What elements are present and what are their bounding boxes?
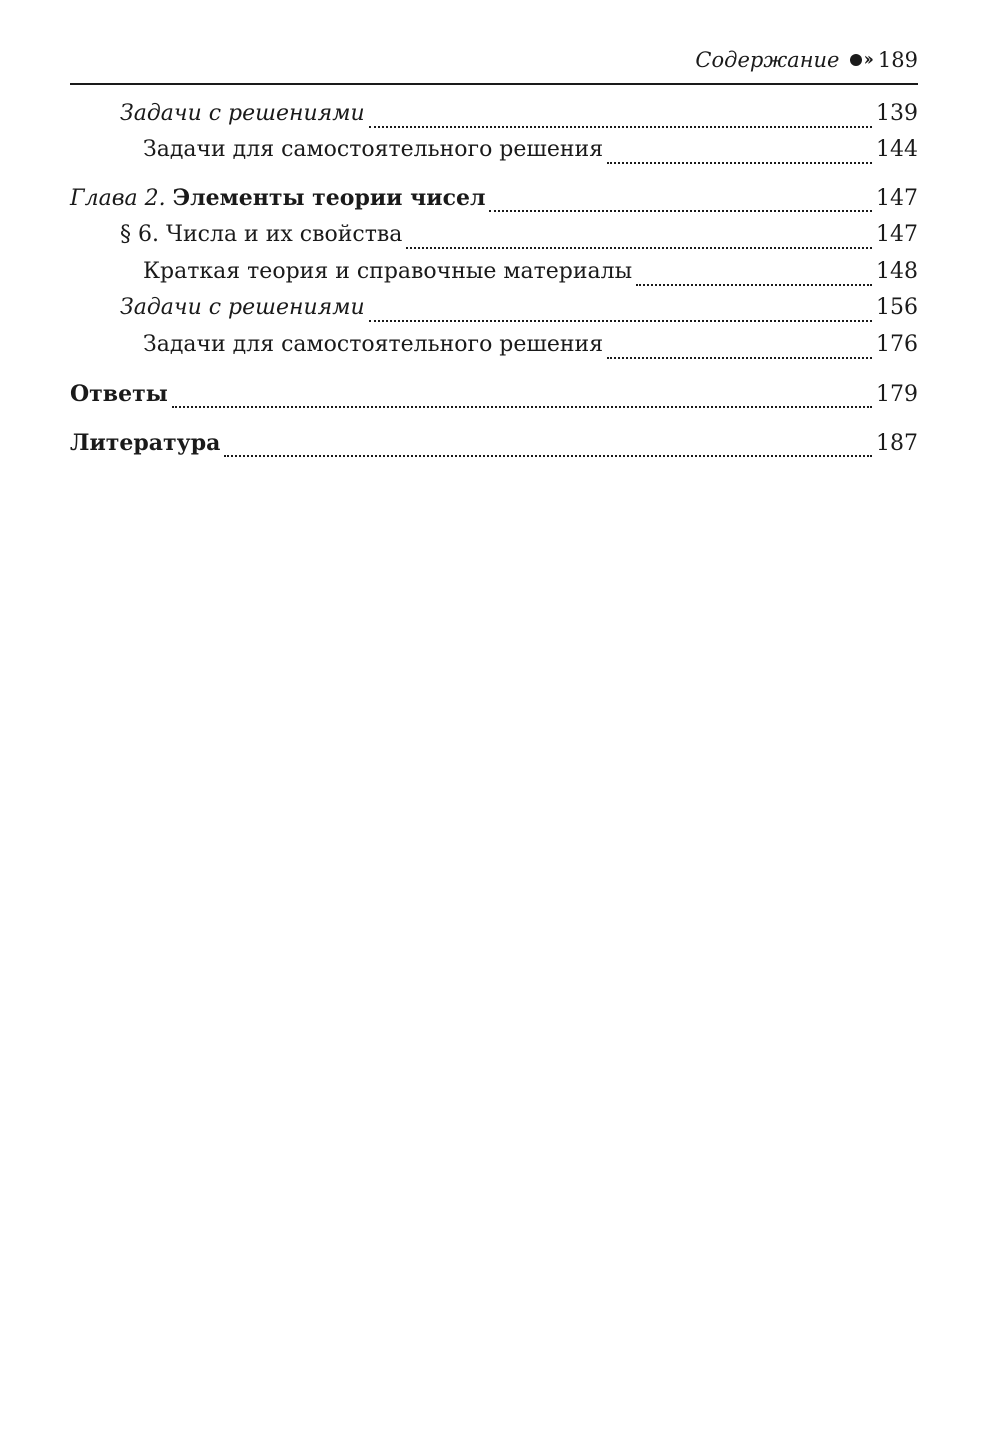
toc-entry-label: Задачи для самостоятельного решения [143, 332, 604, 357]
toc-entry [70, 332, 918, 368]
toc-entry-label: Литература [70, 430, 221, 456]
toc-entry [70, 137, 918, 173]
running-header-title: Содержание [695, 48, 840, 72]
toc-entry-page: 179 [876, 382, 918, 407]
toc-leader-dots [489, 210, 872, 212]
toc-leader-dots [607, 162, 872, 164]
toc-leader-dots [636, 284, 872, 286]
running-header [70, 40, 918, 80]
toc-entry [70, 295, 918, 331]
toc-entry-page: 147 [876, 222, 918, 247]
toc-entry-label: Элементы теории чисел [172, 185, 486, 211]
toc-entry-page: 144 [876, 137, 918, 162]
toc-leader-dots [369, 320, 872, 322]
toc-entry-page: 187 [876, 431, 918, 456]
toc-entry [70, 381, 918, 417]
toc-entry-chapter [70, 185, 918, 221]
toc-entry-page: 139 [876, 101, 918, 126]
toc-entry-label: Задачи с решениями [120, 295, 365, 320]
toc-leader-dots [224, 455, 872, 457]
toc-entry-page: 176 [876, 332, 918, 357]
toc-entry [70, 430, 918, 466]
toc-leader-dots [406, 247, 872, 249]
toc-entry-label: Краткая теория и справочные материалы [143, 259, 633, 284]
toc-chapter-prefix: Глава 2. [70, 186, 166, 211]
toc-leader-dots [172, 406, 872, 408]
toc-entry-label: Задачи с решениями [120, 101, 365, 126]
toc-entry-page: 148 [876, 259, 918, 284]
toc-entry [70, 222, 918, 258]
toc-entry-page: 147 [876, 186, 918, 211]
page-number: 189 [877, 48, 918, 72]
toc-entry [70, 101, 918, 137]
toc-entry-label: Ответы [70, 381, 168, 407]
toc-entry-label: § 6. Числа и их свойства [120, 222, 403, 247]
toc-entry-label: Задачи для самостоятельного решения [143, 137, 604, 162]
header-marker-icon: ›› [850, 51, 870, 69]
toc-entry-page: 156 [876, 295, 918, 320]
header-rule [70, 83, 918, 85]
toc-leader-dots [607, 357, 872, 359]
toc-leader-dots [369, 126, 872, 128]
toc-entry [70, 259, 918, 295]
